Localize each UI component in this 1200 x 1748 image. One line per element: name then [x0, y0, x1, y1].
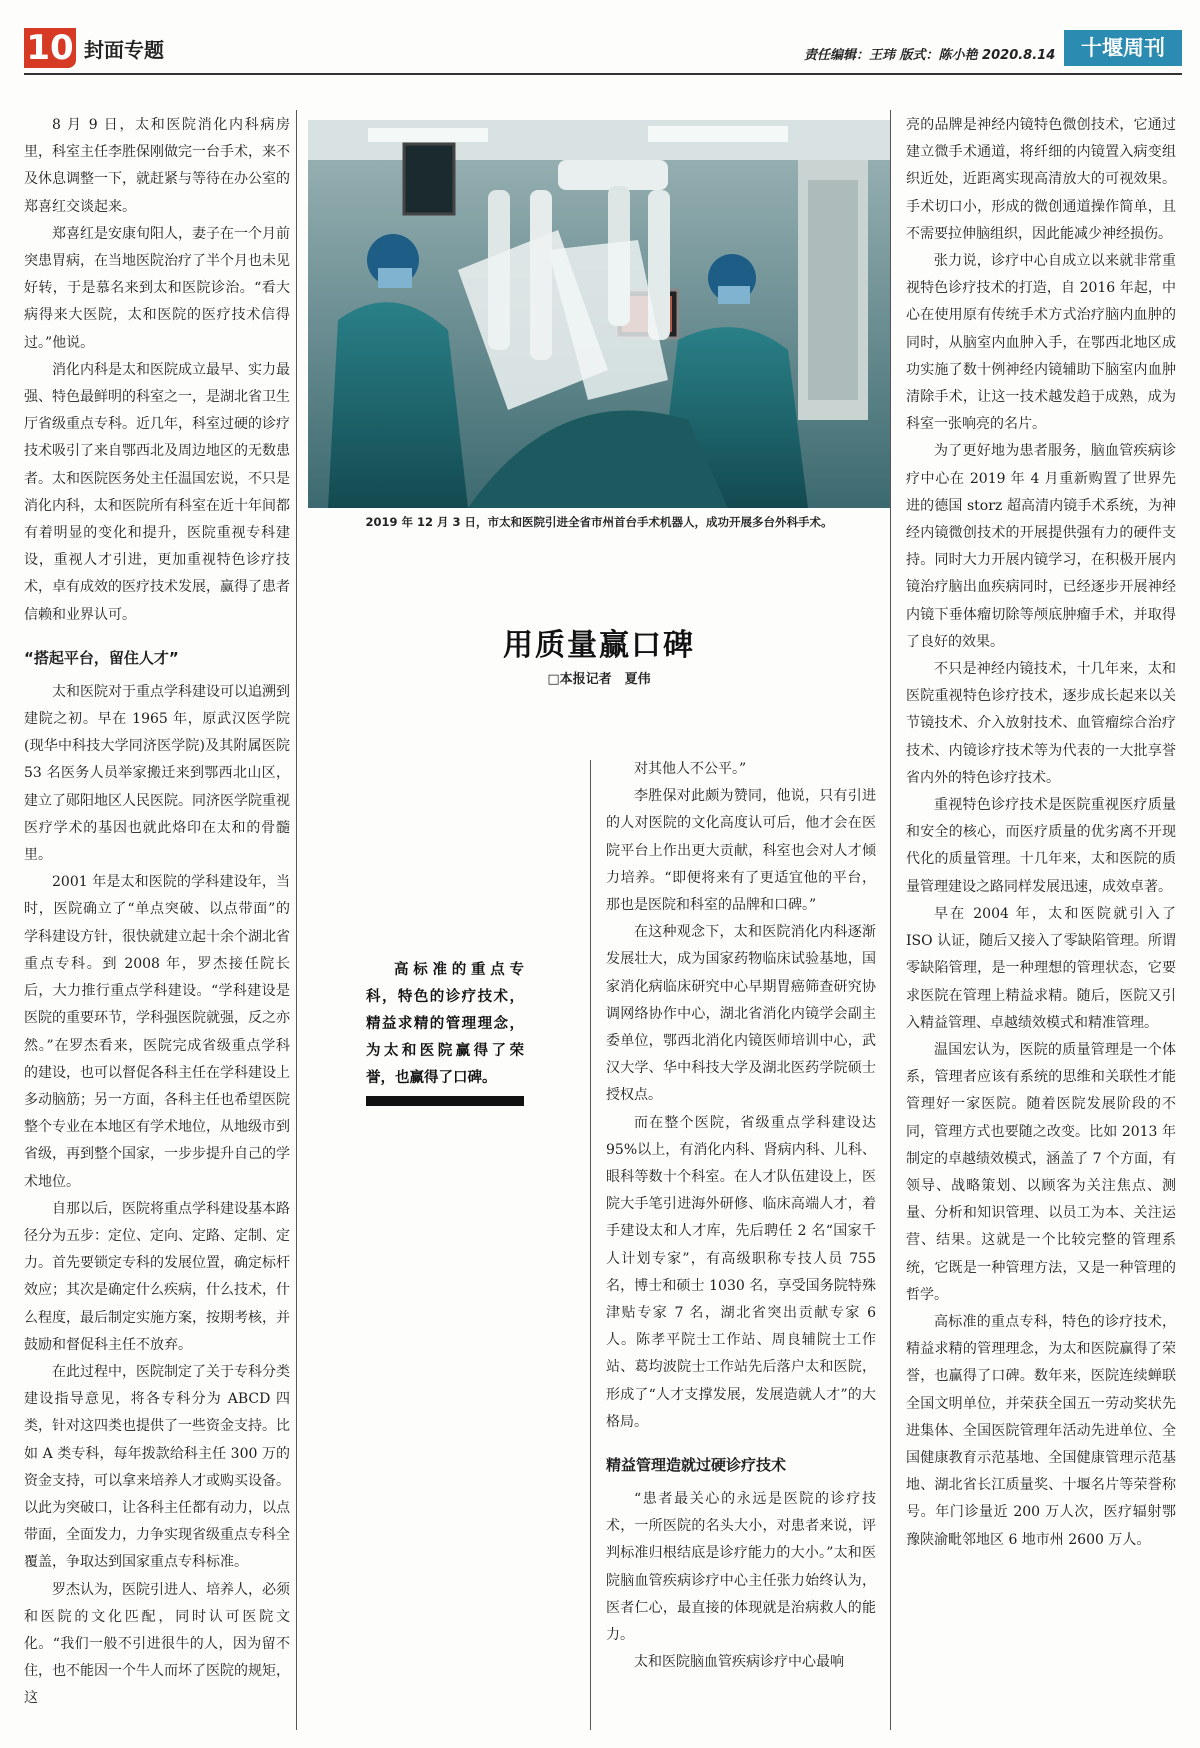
paragraph: 郑喜红是安康旬阳人，妻子在一个月前突患胃病，在当地医院治疗了半个月也未见好转，于是慕名来到太和医院诊治。“看大病得来大医院，太和医院的医疗技术信得过。”他说。: [24, 225, 290, 351]
page-header: [24, 22, 1182, 74]
surgery-photo: [308, 120, 890, 508]
editor-credits: 责任编辑：王玮 版式：陈小艳 2020.8.14: [804, 48, 1056, 63]
paragraph: 早在 2004 年，太和医院就引入了 ISO 认证，随后又接入了零缺陷管理。所谓零缺陷管理，是一种理想的管理状态，它要求医院在管理上精益求精。随后，医院又引入精益管理、卓越绩效模式和精准管理。: [906, 905, 1176, 1031]
paragraph: 罗杰认为，医院引进人、培养人，必须和医院的文化匹配，同时认可医院文化。“我们一般不引进很牛的人，因为留不住，也不能因一个牛人而坏了医院的规矩，这: [24, 1581, 290, 1707]
paragraph: 2001 年是太和医院的学科建设年，当时，医院确立了“单点突破、以点带面”的学科建设方针，很快就建立起十余个湖北省重点专科。到 2008 年，罗杰接任院长后，大力推行重点学科建设。“学科建设是医院的重要环节，学科强医院就强，反之亦然。”在罗杰看来，医院完成省级重点学科的建设，也可以督促各科主任在学科建设上多动脑筋；另一方面，各科主任也希望医院整个专业在本地区有学术地位，从地级市到省级，再到整个国家，一步步提升自己的学术地位。: [24, 874, 290, 1190]
paragraph: 不只是神经内镜技术，十几年来，太和医院重视特色诊疗技术，逐步成长起来以关节镜技术、介入放射技术、血管瘤综合治疗技术、内镜诊疗技术等为代表的一大批享誉省内外的特色诊疗技术。: [906, 661, 1176, 786]
paragraph: 太和医院脑血管疾病诊疗中心最响: [634, 1654, 844, 1671]
paragraph: 重视特色诊疗技术是医院重视医疗质量和安全的核心，而医疗质量的优劣离不开现代化的质量管理。十几年来，太和医院的质量管理建设之路同样发展迅速，成效卓著。: [906, 797, 1176, 895]
paragraph: 8 月 9 日，太和医院消化内科病房里，科室主任李胜保刚做完一台手术，来不及休息调整一下，就赶紧与等待在办公室的郑喜红交谈起来。: [24, 117, 290, 215]
article-column-1: [24, 112, 290, 1713]
paragraph: 在这种观念下，太和医院消化内科逐渐发展壮大，成为国家药物临床试验基地，国家消化病临床研究中心早期胃癌筛查研究协调网络协作中心，湖北省消化内镜学会副主委单位，鄂西北消化内镜医师培训中心，武汉大学、华中科技大学及湖北医药学院硕士授权点。: [606, 924, 876, 1104]
subheading: 精益管理造就过硬诊疗技术: [606, 1456, 787, 1475]
paragraph: 在此过程中，医院制定了关于专科分类建设指导意见，将各专科分为 ABCD 四类，针对这四类也提供了一些资金支持。比如 A 类专科，每年拨款给科主任 300 万的资金支持，可以拿来培养人才或购买设备。以此为突破口，让各科主任都有动力，以点带面，全面发力，力争实现省级重点专科全覆盖，争取达到国家重点专科标准。: [24, 1363, 290, 1571]
column-divider: [296, 110, 297, 1730]
page-number: 10: [24, 28, 76, 68]
header-rule: [24, 73, 1182, 75]
paragraph: “患者最关心的永远是医院的诊疗技术，一所医院的名头大小，对患者来说，评判标准归根结底是诊疗能力的大小。”太和医院脑血管疾病诊疗中心主任张力始终认为，医者仁心，最直接的体现就是治病救人的能力。: [606, 1491, 876, 1644]
article-headline: 用质量赢口碑: [503, 628, 695, 663]
paragraph: 自那以后，医院将重点学科建设基本路径分为五步：定位、定向、定路、定制、定力。首先要锁定专科的发展位置，确定标杆效应；其次是确定什么疾病，什么技术，什么程度，最后制定实施方案，按期考核，并鼓励和督促科主任不放弃。: [24, 1200, 290, 1353]
column-divider: [890, 110, 891, 1730]
paragraph: 温国宏认为，医院的质量管理是一个体系，管理者应该有系统的思维和关联性才能管理好一家医院。随着医院发展阶段的不同，管理方式也要随之改变。比如 2013 年制定的卓越绩效模式，涵盖了 7 个方面，有领导、战略策划、以顾客为关注焦点、测量、分析和知识管理、以员工为本、关注运营、结果。这就是一个比较完整的管理系统，它既是一种管理方法，又是一种管理的哲学。: [906, 1041, 1176, 1303]
masthead-logo: 十堰周刊: [1064, 30, 1182, 66]
paragraph: 而在整个医院，省级重点学科建设达 95%以上，有消化内科、肾病内科、儿科、眼科等数十个科室。在人才队伍建设上，医院大手笔引进海外研修、临床高端人才，着手建设太和人才库，先后聘任 2 名“国家千人计划专家”，有高级职称专技人员 755 名，博士和硕士 1030 名，享受国务院特殊津贴专家 7 名，湖北省突出贡献专家 6 人。陈孝平院士工作站、周良辅院士工作站、葛均波院士工作站先后落户太和医院，形成了“人才支撑发展，发展造就人才”的大格局。: [606, 1114, 876, 1430]
article-column-3: [606, 756, 876, 1677]
article-byline: □本报记者 夏伟: [547, 672, 651, 687]
article-column-4: [906, 112, 1176, 1554]
paragraph: 亮的品牌是神经内镜特色微创技术，它通过建立微手术通道，将纤细的内镜置入病变组织近处，近距离实现高清放大的可视效果。手术切口小，形成的微创通道操作简单，且不需要拉伸脑组织，因此能减少神经损伤。: [906, 117, 1176, 242]
paragraph: 为了更好地为患者服务，脑血管疾病诊疗中心在 2019 年 4 月重新购置了世界先进的德国 storz 超高清内镜手术系统，为神经内镜微创技术的开展提供强有力的硬件支持。同时大力开展内镜学习，在积极开展内镜治疗脑出血疾病同时，已经逐步开展神经内镜下垂体瘤切除等颅底肿瘤手术，并取得了良好的效果。: [906, 443, 1176, 650]
paragraph: 张力说，诊疗中心自成立以来就非常重视特色诊疗技术的打造，自 2016 年起，中心在使用原有传统手术方式治疗脑内血肿的同时，从脑室内血肿入手，在鄂西北地区成功实施了数十例神经内镜辅助下脑室内血肿清除手术，让这一技术越发趋于成熟，成为科室一张响亮的名片。: [906, 253, 1176, 433]
pull-quote: [366, 956, 524, 1091]
paragraph: 消化内科是太和医院成立最早、实力最强、特色最鲜明的科室之一，是湖北省卫生厅省级重点专科。近几年，科室过硬的诊疗技术吸引了来自鄂西北及周边地区的无数患者。太和医院医务处主任温国宏说，不只是消化内科，太和医院所有科室在近十年间都有着明显的变化和提升，医院重视专科建设，重视人才引进，更加重视特色诊疗技术，卓有成效的医疗技术发展，赢得了患者信赖和业界认可。: [24, 361, 290, 623]
pull-quote-bar: [366, 1096, 524, 1106]
column-divider: [590, 760, 591, 1730]
paragraph: 李胜保对此颇为赞同，他说，只有引进的人对医院的文化高度认可后，他才会在医院平台上作出更大贡献，科室也会对人才倾力培养。“即便将来有了更适宜他的平台，那也是医院和科室的品牌和口碑。”: [606, 788, 876, 914]
paragraph: 太和医院对于重点学科建设可以追溯到建院之初。早在 1965 年，原武汉医学院(现华中科技大学同济医学院)及其附属医院 53 名医务人员举家搬迁来到鄂西北山区，建立了郧阳地区人民医院。同济医学院重视医疗学术的基因也就此烙印在太和的骨髓里。: [24, 683, 290, 864]
photo-caption: 2019 年 12 月 3 日，市太和医院引进全省市州首台手术机器人，成功开展多台外科手术。: [365, 515, 833, 529]
paragraph: 对其他人不公平。”: [634, 761, 747, 777]
pull-quote-text: 高标准的重点专科，特色的诊疗技术，精益求精的管理理念，为太和医院赢得了荣誉，也赢得了口碑。: [366, 961, 524, 1086]
section-title: 封面专题: [84, 38, 164, 62]
paragraph: 高标准的重点专科，特色的诊疗技术，精益求精的管理理念，为太和医院赢得了荣誉，也赢得了口碑。数年来，医院连续蝉联全国文明单位，并荣获全国五一劳动奖状先进集体、全国医院管理年活动先进单位、全国健康教育示范基地、全国健康管理示范基地、湖北省长江质量奖、十堰名片等荣誉称号。年门诊量近 200 万人次，医疗辐射鄂豫陕渝毗邻地区 6 地市州 2600 万人。: [906, 1313, 1176, 1548]
subheading: “搭起平台，留住人才”: [24, 648, 179, 667]
